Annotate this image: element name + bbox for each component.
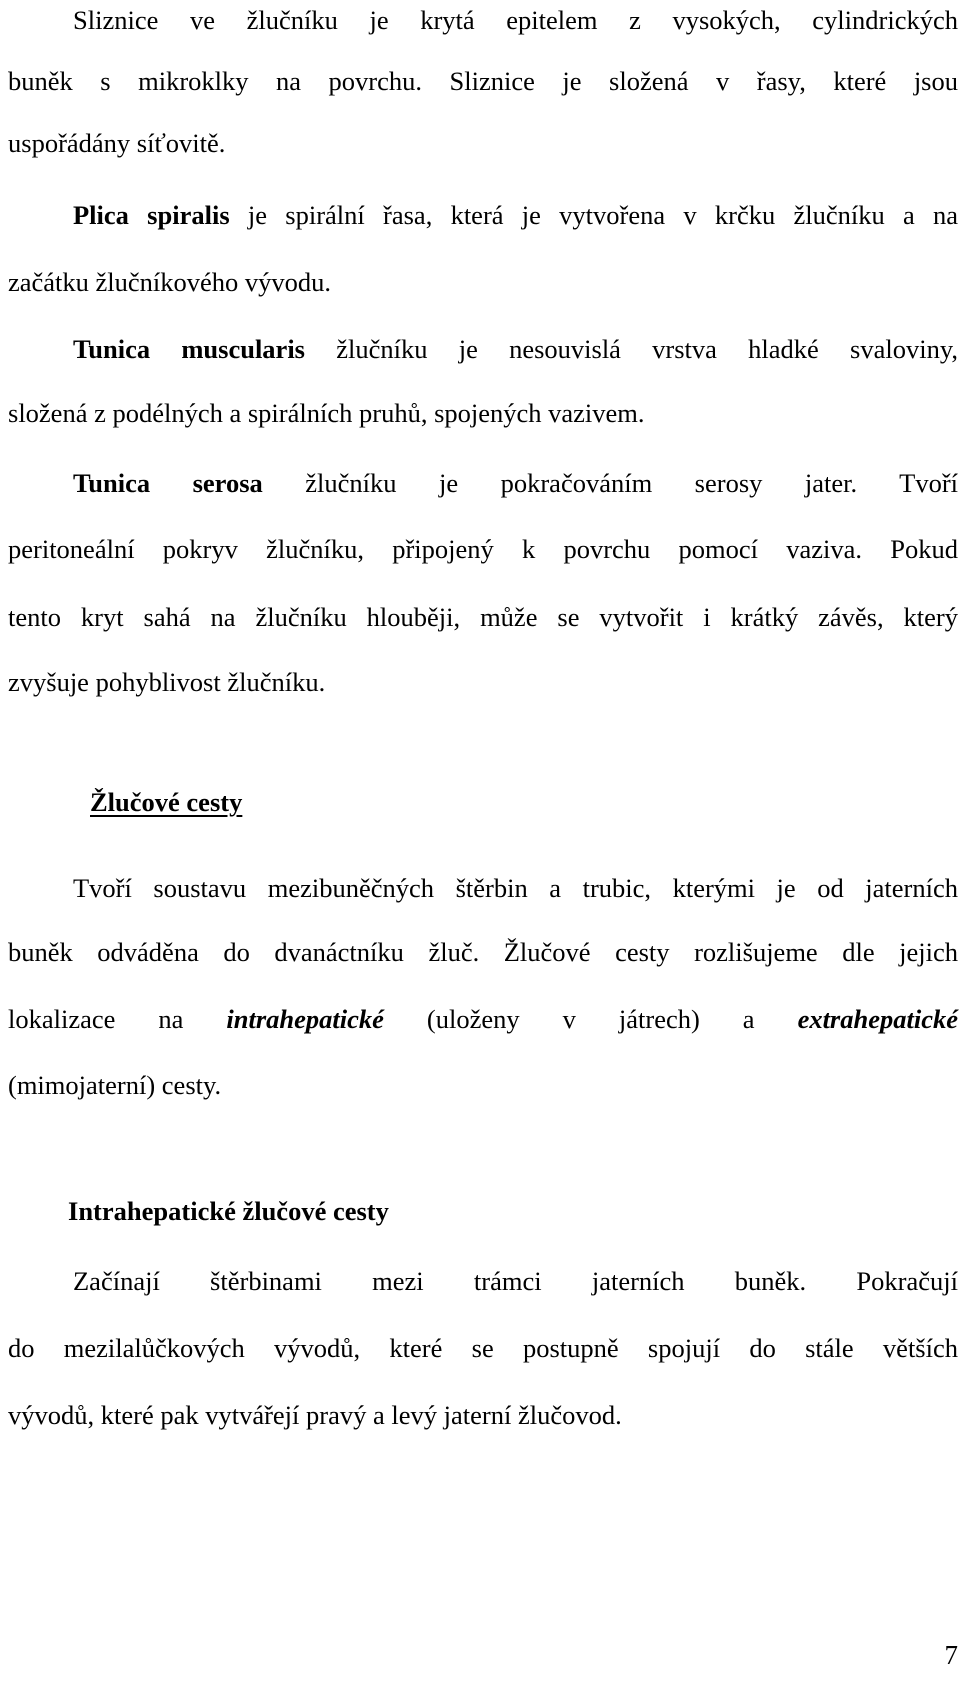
paragraph-3-line-1-rest: žlučníku je nesouvislá vrstva hladké svaloviny, <box>305 334 958 364</box>
paragraph-1-line-3: uspořádány síťovitě. <box>8 128 226 158</box>
section-1-line-3-a: lokalizace na <box>8 1004 227 1034</box>
document-page <box>8 0 958 1681</box>
term-plica-spiralis: Plica spiralis <box>73 200 230 230</box>
section-heading-intrahepaticke-zlucove-cesty: Intrahepatické žlučové cesty <box>68 1196 389 1226</box>
paragraph-4-line-1-rest: žlučníku je pokračováním serosy jater. Tvoří <box>262 468 959 498</box>
term-tunica-serosa: Tunica serosa <box>73 468 263 498</box>
paragraph-4-line-3: tento kryt sahá na žlučníku hlouběji, může se vytvořit i krátký závěs, který <box>8 602 958 632</box>
paragraph-2-line-1-rest: je spirální řasa, která je vytvořena v krčku žlučníku a na <box>229 200 959 230</box>
paragraph-4-line-1 <box>8 468 958 498</box>
section-1-line-1: Tvoří soustavu mezibuněčných štěrbin a trubic, kterými je od jaterních <box>73 873 958 903</box>
section-2-line-2: do mezilalůčkových vývodů, které se postupně spojují do stále větších <box>8 1333 958 1363</box>
paragraph-3-line-2: složená z podélných a spirálních pruhů, spojených vazivem. <box>8 398 645 428</box>
paragraph-4-line-4: zvyšuje pohyblivost žlučníku. <box>8 667 326 697</box>
section-1-line-3 <box>8 1004 958 1034</box>
section-2-line-3: vývodů, které pak vytvářejí pravý a levý jaterní žlučovod. <box>8 1400 622 1430</box>
paragraph-3-line-1 <box>8 334 958 364</box>
paragraph-2-line-2: začátku žlučníkového vývodu. <box>8 267 332 297</box>
paragraph-1-line-1: Sliznice ve žlučníku je krytá epitelem z vysokých, cylindrických <box>73 5 958 35</box>
section-heading-zlucove-cesty-text: Žlučové cesty <box>90 787 243 817</box>
page-number: 7 <box>944 1640 958 1670</box>
term-tunica-muscularis: Tunica muscularis <box>73 334 305 364</box>
section-1-line-2: buněk odváděna do dvanáctníku žluč. Žlučové cesty rozlišujeme dle jejich <box>8 937 958 967</box>
section-1-line-3-b: (uloženy v játrech) a <box>383 1004 798 1034</box>
term-extrahepaticke: extrahepatické <box>797 1004 958 1034</box>
term-intrahepaticke: intrahepatické <box>226 1004 384 1034</box>
section-1-line-4: (mimojaterní) cesty. <box>8 1070 222 1100</box>
section-2-line-1: Začínají štěrbinami mezi trámci jaterních buněk. Pokračují <box>73 1266 958 1296</box>
section-heading-zlucove-cesty <box>90 787 242 817</box>
paragraph-1-line-2: buněk s mikroklky na povrchu. Sliznice je složená v řasy, které jsou <box>8 66 958 96</box>
paragraph-2-line-1 <box>8 200 958 230</box>
paragraph-4-line-2: peritoneální pokryv žlučníku, připojený k povrchu pomocí vaziva. Pokud <box>8 534 958 564</box>
